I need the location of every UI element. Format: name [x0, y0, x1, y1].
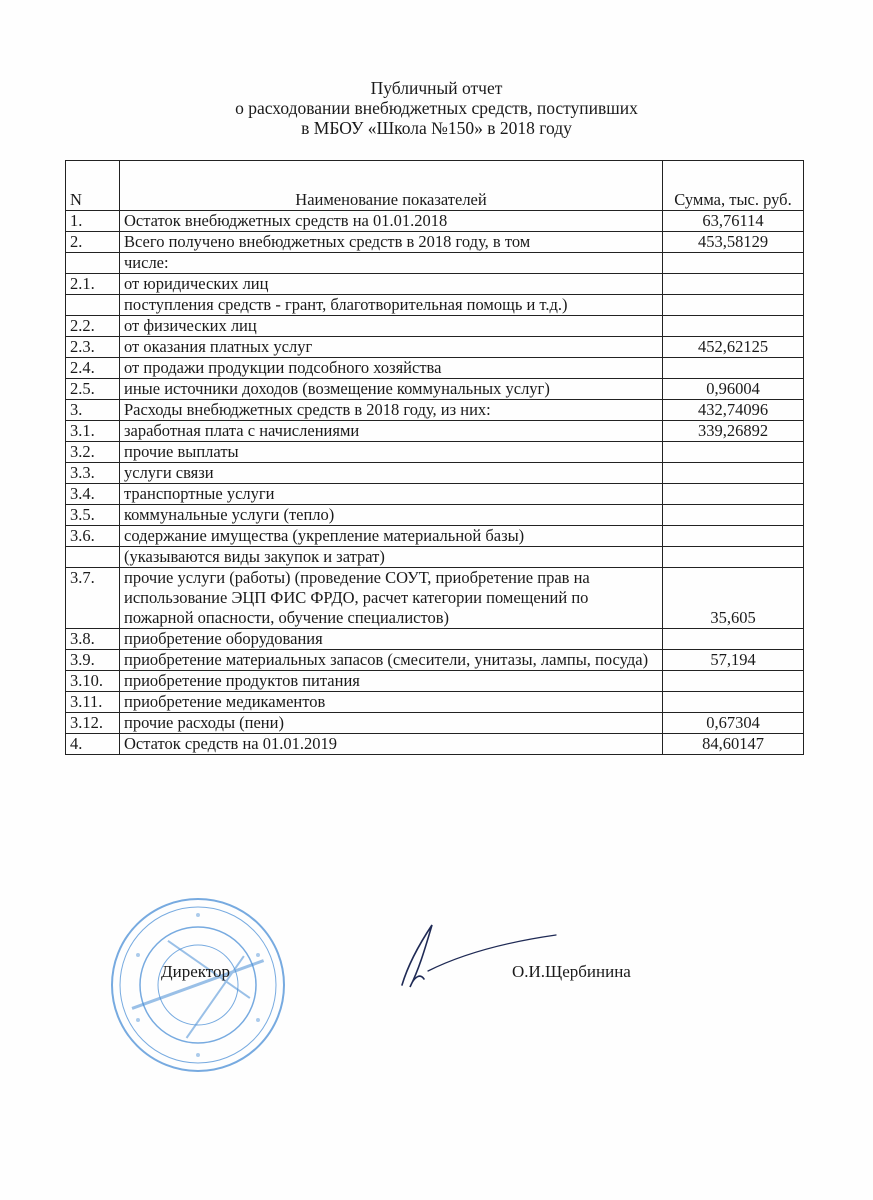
table-row [66, 463, 804, 484]
row-num [66, 253, 120, 274]
table-row [66, 232, 804, 253]
header-num: N [66, 161, 120, 211]
row-sum: 339,26892 [663, 421, 804, 442]
table-row [66, 379, 804, 400]
row-num: 3.1. [66, 421, 120, 442]
row-sum [663, 484, 804, 505]
row-name: Расходы внебюджетных средств в 2018 году, из них: [120, 400, 663, 421]
row-sum [663, 526, 804, 547]
row-name: прочие расходы (пени) [120, 713, 663, 734]
header-sum: Сумма, тыс. руб. [663, 161, 804, 211]
table-row [66, 358, 804, 379]
row-num: 3.6. [66, 526, 120, 547]
row-sum: 63,76114 [663, 211, 804, 232]
row-name: Остаток внебюджетных средств на 01.01.2018 [120, 211, 663, 232]
row-name: числе: [120, 253, 663, 274]
row-num: 2.1. [66, 274, 120, 295]
row-name: от продажи продукции подсобного хозяйства [120, 358, 663, 379]
row-num: 3.7. [66, 568, 120, 629]
row-sum: 57,194 [663, 650, 804, 671]
signature-scribble [380, 915, 560, 995]
table-row [66, 421, 804, 442]
row-sum [663, 295, 804, 316]
table-row [66, 400, 804, 421]
table-row [66, 274, 804, 295]
row-num: 1. [66, 211, 120, 232]
title-line-2: о расходовании внебюджетных средств, поступивших [235, 98, 638, 118]
row-sum: 84,60147 [663, 734, 804, 755]
row-name: приобретение оборудования [120, 629, 663, 650]
row-sum [663, 692, 804, 713]
row-name: от оказания платных услуг [120, 337, 663, 358]
row-num: 3.8. [66, 629, 120, 650]
row-num: 2.5. [66, 379, 120, 400]
row-sum [663, 629, 804, 650]
row-name: иные источники доходов (возмещение коммунальных услуг) [120, 379, 663, 400]
row-sum: 0,67304 [663, 713, 804, 734]
row-sum [663, 547, 804, 568]
table-row [66, 337, 804, 358]
table-row [66, 442, 804, 463]
table-row [66, 713, 804, 734]
row-name: прочие выплаты [120, 442, 663, 463]
row-num: 3.9. [66, 650, 120, 671]
row-sum [663, 463, 804, 484]
row-name: Остаток средств на 01.01.2019 [120, 734, 663, 755]
table-row [66, 629, 804, 650]
row-name: заработная плата с начислениями [120, 421, 663, 442]
row-sum [663, 442, 804, 463]
report-title [0, 78, 873, 138]
row-num: 4. [66, 734, 120, 755]
row-sum: 0,96004 [663, 379, 804, 400]
row-sum [663, 505, 804, 526]
director-title: Директор [161, 962, 230, 981]
official-stamp [108, 895, 288, 1075]
row-sum [663, 274, 804, 295]
header-name: Наименование показателей [120, 161, 663, 211]
row-num: 3.5. [66, 505, 120, 526]
table-row [66, 671, 804, 692]
director-name: О.И.Щербинина [512, 962, 631, 981]
row-sum [663, 253, 804, 274]
row-num: 2. [66, 232, 120, 253]
row-num: 3.3. [66, 463, 120, 484]
table-row [66, 505, 804, 526]
row-sum: 432,74096 [663, 400, 804, 421]
table-row [66, 692, 804, 713]
row-num: 3.4. [66, 484, 120, 505]
row-name: прочие услуги (работы) (проведение СОУТ, приобретение прав на использование ЭЦП ФИС ФРДО, расчет категории помещений по пожарной опасности, обучение специалистов) [120, 568, 663, 629]
row-name: от юридических лиц [120, 274, 663, 295]
row-sum: 452,62125 [663, 337, 804, 358]
table-row [66, 526, 804, 547]
row-num [66, 295, 120, 316]
row-name: транспортные услуги [120, 484, 663, 505]
row-num [66, 547, 120, 568]
table-row [66, 295, 804, 316]
row-name: приобретение продуктов питания [120, 671, 663, 692]
row-name: от физических лиц [120, 316, 663, 337]
row-num: 3.11. [66, 692, 120, 713]
title-line-3: в МБОУ «Школа №150» в 2018 году [301, 118, 572, 138]
table-row [66, 253, 804, 274]
row-num: 3.2. [66, 442, 120, 463]
row-name: услуги связи [120, 463, 663, 484]
row-num: 2.3. [66, 337, 120, 358]
row-num: 2.4. [66, 358, 120, 379]
row-name: (указываются виды закупок и затрат) [120, 547, 663, 568]
table-row [66, 211, 804, 232]
row-sum [663, 671, 804, 692]
table-body [66, 211, 804, 755]
row-name: приобретение материальных запасов (смесители, унитазы, лампы, посуда) [120, 650, 663, 671]
table-header-row [66, 161, 804, 211]
table-row [66, 484, 804, 505]
row-sum [663, 358, 804, 379]
row-num: 3.12. [66, 713, 120, 734]
title-line-1: Публичный отчет [370, 78, 503, 98]
row-name: поступления средств - грант, благотворительная помощь и т.д.) [120, 295, 663, 316]
row-num: 2.2. [66, 316, 120, 337]
table-row [66, 650, 804, 671]
table-row [66, 568, 804, 629]
row-sum: 35,605 [663, 568, 804, 629]
row-sum [663, 316, 804, 337]
table-row [66, 316, 804, 337]
row-num: 3.10. [66, 671, 120, 692]
row-name: содержание имущества (укрепление материальной базы) [120, 526, 663, 547]
row-num: 3. [66, 400, 120, 421]
row-name: коммунальные услуги (тепло) [120, 505, 663, 526]
report-table [65, 160, 804, 755]
row-sum: 453,58129 [663, 232, 804, 253]
row-name: Всего получено внебюджетных средств в 2018 году, в том [120, 232, 663, 253]
row-name: приобретение медикаментов [120, 692, 663, 713]
table-row [66, 734, 804, 755]
table-row [66, 547, 804, 568]
